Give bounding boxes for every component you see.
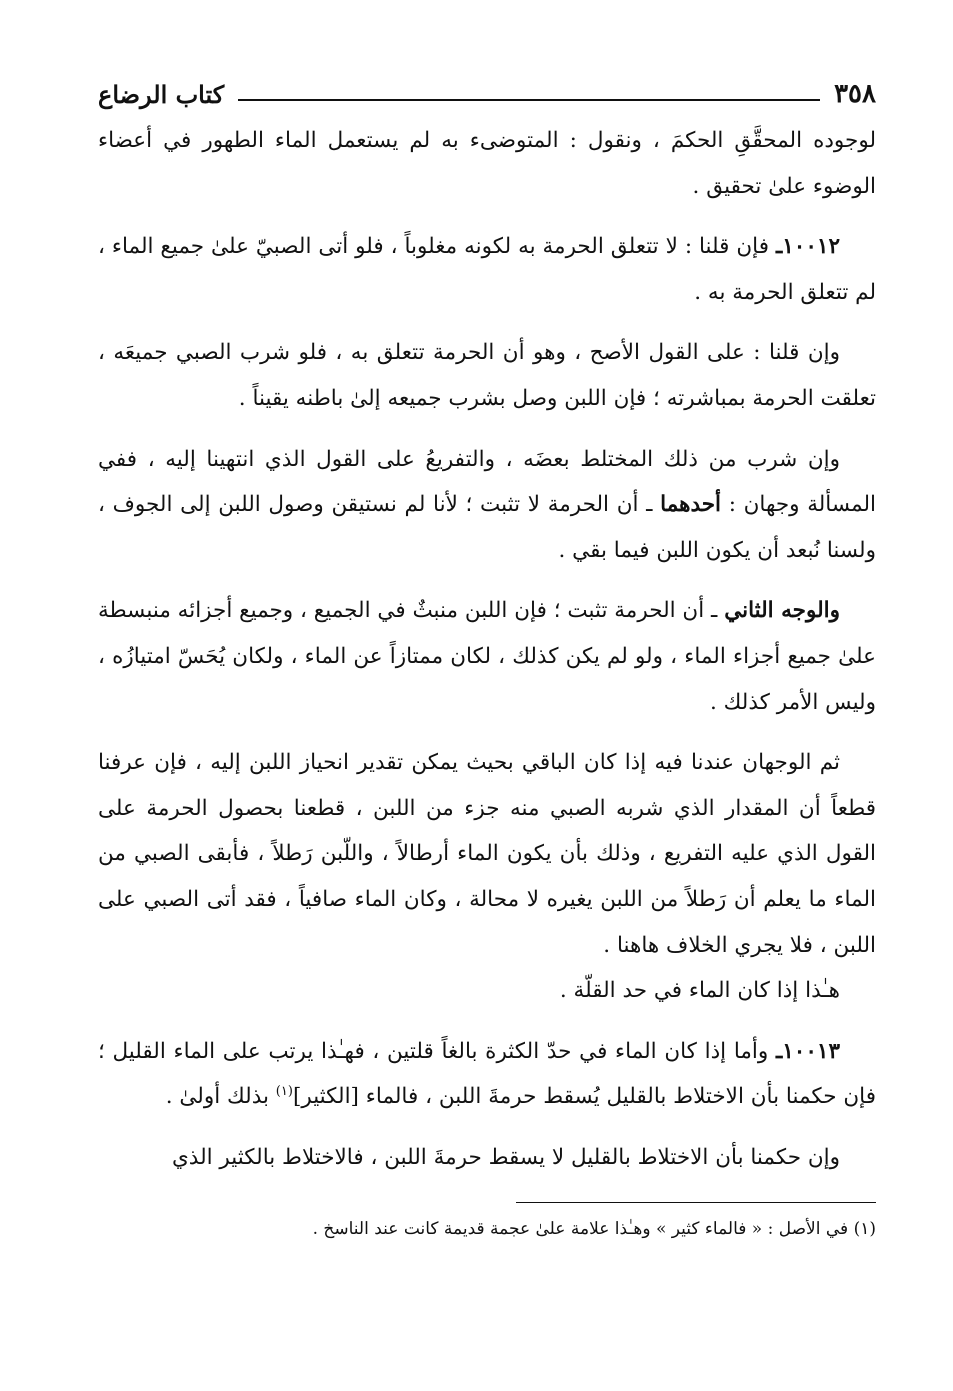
paragraph-1 bbox=[98, 118, 876, 209]
issue-number: ١٠٠١٢ـ bbox=[775, 234, 840, 260]
header-rule bbox=[238, 99, 820, 101]
paragraph-2 bbox=[98, 224, 876, 315]
paragraph-text: ثم الوجهان عندنا فيه إذا كان الباقي بحيث يمكن تقدير انحياز اللبن إليه ، فإن عرفنا قطعاً أن المقدار الذي شربه الصبي منه جزء من اللبن ، قطعنا بحصول الحرمة على القول الذي عليه التفريع ، وذلك بأن يكون الماء أرطالاً ، واللّبن رَطلاً ، فأبقى الصبي من الماء ما يعلم أن رَطلاً من اللبن يغيره لا محالة ، وكان الماء صافياً ، فقد أتى الصبي على اللبن ، فلا يجري الخلاف هاهنا . bbox=[98, 750, 876, 958]
paragraph-text: بذلك أولىٰ . bbox=[165, 1084, 276, 1110]
paragraph-text: هـٰذا إذا كان الماء في حد القلّة . bbox=[559, 978, 840, 1004]
footnote-reference[interactable]: (١) bbox=[275, 1084, 293, 1100]
paragraph-text: وإن شرب من ذلك المختلط بعضَه ، والتفريعُ على القول الذي انتهينا إليه ، ففي المسألة وجهان : bbox=[98, 446, 876, 518]
document-page bbox=[98, 70, 876, 1243]
paragraph-text: فإن قلنا : لا تتعلق الحرمة به لكونه مغلوباً ، فلو أتى الصبيّ علىٰ جميع الماء ، لم تتعلق الحرمة به . bbox=[98, 234, 876, 305]
bold-term: أحدهما bbox=[660, 492, 722, 518]
body-text bbox=[98, 118, 876, 1180]
bold-term: والوجه الثاني bbox=[724, 598, 840, 624]
paragraph-7 bbox=[98, 968, 876, 1014]
paragraph-text: وإن حكمنا بأن الاختلاط بالقليل لا يسقط حرمةَ اللبن ، فالاختلاط بالكثير الذي bbox=[171, 1144, 840, 1170]
paragraph-6 bbox=[98, 740, 876, 968]
paragraph-text: وإن قلنا : على القول الأصح ، وهو أن الحرمة تتعلق به ، فلو شرب الصبي جميعَه ، تعلقت الحرمة بمباشرته ؛ فإن اللبن وصل بشرب جميعه إلىٰ باطنه يقيناً . bbox=[98, 340, 876, 411]
paragraph-text: وأما إذا كان الماء في حدّ الكثرة بالغاً قلتين ، فهـٰذا يرتب على الماء القليل ؛ فإن حكمنا بأن الاختلاط بالقليل يُسقط حرمةَ اللبن ، فالماء [الكثير] bbox=[98, 1038, 876, 1110]
paragraph-8 bbox=[98, 1029, 876, 1120]
book-title: كتاب الرضاع bbox=[98, 79, 225, 109]
paragraph-text: لوجوده المحقَّقِ الحكمَ ، ونقول : المتوضىء به لم يستعمل الماء الطهور في أعضاء الوضوء علىٰ تحقيق . bbox=[98, 128, 876, 199]
page-header bbox=[98, 70, 876, 118]
footnote-rule bbox=[516, 1202, 876, 1203]
paragraph-text: ـ أن الحرمة تثبت ؛ فإن اللبن منبثٌ في الجميع ، وجميع أجزائه منبسطة علىٰ جميع أجزاء الماء ، ولو لم يكن كذلك ، لكان ممتازاً عن الماء ، ولكان يُحَسّ امتيازُه ، وليس الأمر كذلك . bbox=[98, 598, 876, 715]
paragraph-text: ـ أن الحرمة لا تثبت ؛ لأنا لم نستيقن وصول اللبن إلى الجوف ، ولسنا نُبعد أن يكون اللبن فيما بقي . bbox=[98, 492, 876, 563]
footnote-marker: (١) bbox=[853, 1219, 876, 1240]
footnote-text: في الأصل : « فالماء كثير » وهـٰذا علامة علىٰ عجمة قديمة كانت عند الناسخ . bbox=[312, 1219, 849, 1240]
issue-number: ١٠٠١٣ـ bbox=[775, 1038, 840, 1064]
paragraph-4 bbox=[98, 437, 876, 574]
paragraph-5 bbox=[98, 588, 876, 725]
footnote bbox=[98, 1215, 876, 1243]
paragraph-9 bbox=[98, 1135, 876, 1181]
page-number: ٣٥٨ bbox=[834, 79, 876, 109]
paragraph-3 bbox=[98, 330, 876, 421]
